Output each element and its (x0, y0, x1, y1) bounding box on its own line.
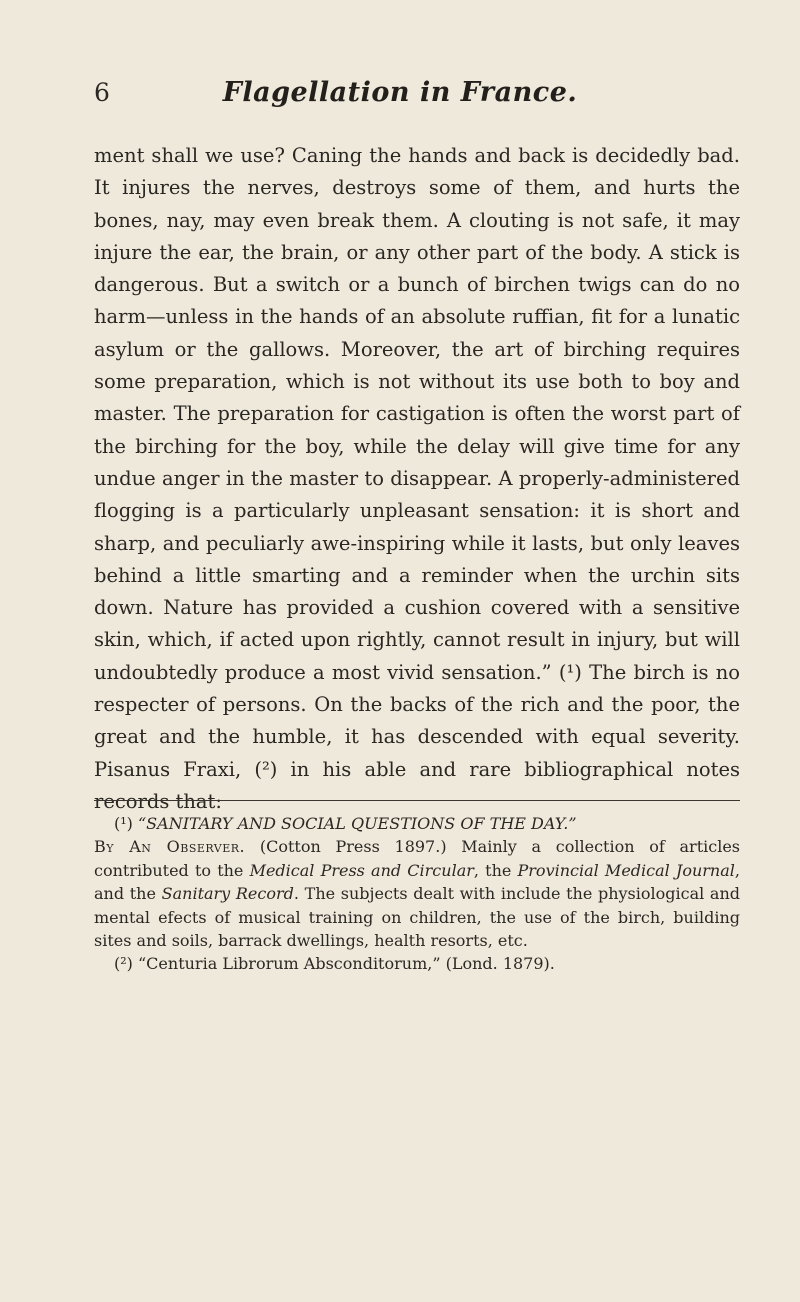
main-paragraph (94, 140, 740, 818)
footnote-1-text-c: , and the (94, 860, 740, 904)
page-header (0, 78, 800, 118)
footnote-2-text: “Centuria Librorum Absconditorum,” (Lond. 1879). (132, 954, 555, 974)
footnotes (94, 812, 740, 976)
text-segment-1: ment shall we use? Caning the hands and back is decidedly bad. It injures the nerves, destroys some of them, and hurts the bones, nay, may even break them. A clouting is not safe, it may injure the ear, the brain, or any other part of the body. A stick is dangerous. But a switch or a bunch of birchen twigs can do no harm—unless in the hands of an absolute ruffian, fit for a lunatic asylum or the gallows. Moreover, the art of birching requires some preparation, which is not without its use both to boy and master. The preparation for castigation is often the worst part of the birching for the boy, while the delay will give time for any undue anger in the master to disappear. A properly-administered flogging is a particularly unpleasant sensation: it is short and sharp, and peculiarly awe-inspiring while it lasts, but only leaves behind a little smarting and a reminder when the urchin sits down. Nature has provided a cushion covered with a sensitive skin, which, if acted upon rightly, cannot result in injury, but will undoubtedly produce a most vivid sensation.” (94, 144, 740, 684)
footnote-1-text-b: , the (473, 860, 518, 880)
text-segment-3: in his able and rare bibliographical notes records that: (94, 757, 741, 813)
running-title: Flagellation in France. (222, 77, 578, 108)
footnote-ref-2: (²) (254, 757, 278, 781)
footnote-1-byline: By An Observer. (94, 837, 246, 857)
footnote-2 (94, 952, 740, 975)
footnote-1-journal-3: Sanitary Record (161, 884, 294, 904)
footnote-1-text-a: (Cotton Press 1897.) Mainly a collection of articles contributed to the (94, 837, 740, 880)
footnote-1-marker: (¹) (114, 814, 133, 833)
page-number: 6 (94, 78, 110, 107)
footnote-2-marker: (²) (114, 954, 133, 974)
footnote-rule (94, 800, 740, 801)
footnote-1 (94, 812, 740, 952)
text-segment-2: The birch is no respecter of persons. On the backs of the rich and the poor, the great and the humble, it has descended with equal severity. Pisanus Fraxi, (94, 660, 740, 781)
footnote-1-journal-1: Medical Press and Circular (249, 860, 474, 880)
footnote-1-title: “SANITARY AND SOCIAL QUESTIONS OF THE DAY.” (138, 814, 577, 833)
footnote-1-text-d: . The subjects dealt with include the physiological and mental efects of musical training on children, the use of the birch, building sites and soils, barrack dwellings, health resorts, etc. (94, 884, 740, 951)
footnote-1-journal-2: Provincial Medical Journal (517, 860, 735, 880)
footnote-ref-1: (¹) (558, 660, 582, 684)
main-text (94, 140, 740, 818)
